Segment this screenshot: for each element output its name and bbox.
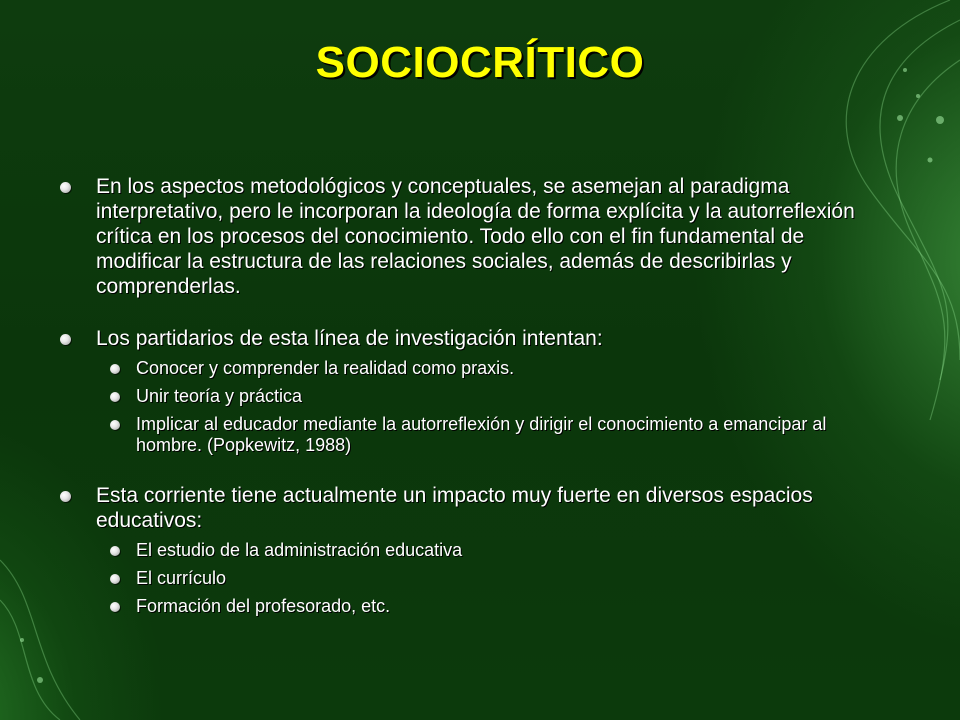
bullet-dot-icon bbox=[110, 602, 120, 612]
sub-bullet-text: El estudio de la administración educativa bbox=[136, 540, 463, 560]
bullet-item bbox=[56, 483, 886, 617]
sub-bullet-list bbox=[96, 540, 886, 617]
bullet-text: Esta corriente tiene actualmente un impacto muy fuerte en diversos espacios educativos: bbox=[96, 484, 813, 532]
sub-bullet-item bbox=[96, 540, 886, 561]
slide-content bbox=[56, 174, 886, 617]
sub-bullet-text: Unir teoría y práctica bbox=[136, 386, 303, 406]
bullet-dot-icon bbox=[60, 334, 71, 345]
slide-title: SOCIOCRÍTICO bbox=[315, 38, 645, 87]
sparkle-dot bbox=[928, 158, 933, 163]
sub-bullet-text: Formación del profesorado, etc. bbox=[136, 596, 391, 616]
sparkle-dot bbox=[916, 94, 920, 98]
sub-bullet-text: Conocer y comprender la realidad como praxis. bbox=[136, 358, 515, 378]
bullet-dot-icon bbox=[110, 546, 120, 556]
bullet-dot-icon bbox=[110, 420, 120, 430]
bullet-item bbox=[56, 174, 886, 299]
bullet-list bbox=[56, 174, 886, 617]
bullet-dot-icon bbox=[60, 491, 71, 502]
bullet-item bbox=[56, 326, 886, 456]
sparkle-dot bbox=[936, 116, 944, 124]
sub-bullet-text: Implicar al educador mediante la autorreflexión y dirigir el conocimiento a emancipar al hombre. (Popkewitz, 1988) bbox=[136, 414, 827, 455]
sub-bullet-list bbox=[96, 358, 886, 456]
bullet-dot-icon bbox=[110, 364, 120, 374]
sub-bullet-item bbox=[96, 386, 886, 407]
sparkle-dot bbox=[20, 638, 24, 642]
sub-bullet-item bbox=[96, 596, 886, 617]
bullet-dot-icon bbox=[110, 392, 120, 402]
swirl-line bbox=[0, 600, 60, 720]
sparkle-dot bbox=[897, 115, 903, 121]
sub-bullet-item bbox=[96, 414, 886, 456]
sub-bullet-item bbox=[96, 568, 886, 589]
sub-bullet-item bbox=[96, 358, 886, 379]
bullet-dot-icon bbox=[110, 574, 120, 584]
bullet-text: Los partidarios de esta línea de investigación intentan: bbox=[96, 327, 603, 350]
bullet-dot-icon bbox=[60, 182, 71, 193]
sparkle-dot bbox=[37, 677, 43, 683]
bullet-text: En los aspectos metodológicos y conceptuales, se asemejan al paradigma interpretativo, pero le incorporan la ideología de forma explícita y la autorreflexión crítica en los procesos del conocimiento. Todo ello con el fin fundamental de modificar la estructura de las relaciones sociales, además de describirlas y comprenderlas. bbox=[96, 175, 855, 298]
sub-bullet-text: El currículo bbox=[136, 568, 227, 588]
swirl-line bbox=[896, 60, 960, 420]
